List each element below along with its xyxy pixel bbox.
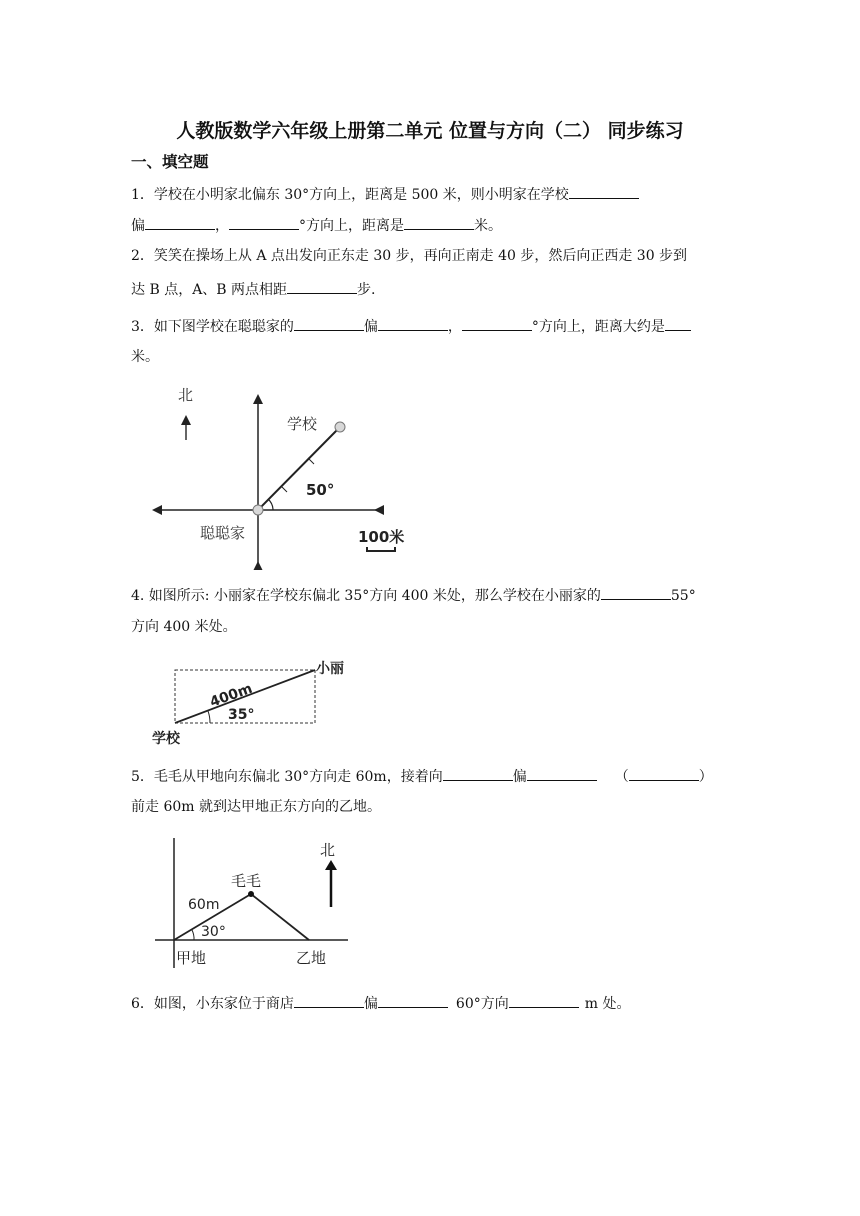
q2-text: 达 B 点，A、B 两点相距 [131, 282, 288, 298]
angle-label: 30° [201, 924, 226, 940]
scale-bar [367, 547, 395, 551]
q6-text: m 处。 [584, 996, 631, 1012]
q4-text: 55° [670, 588, 696, 604]
q2-text: 步. [357, 282, 376, 298]
angle-arc [268, 499, 273, 510]
answer-blank[interactable] [569, 183, 639, 199]
question-5-line-2 [131, 797, 381, 817]
q5-text: 5．毛毛从甲地向东偏北 30°方向走 60m，接着向 [131, 769, 443, 785]
question-3-line-1 [131, 315, 691, 337]
yi-label: 乙地 [296, 949, 327, 967]
q3-text: 米。 [131, 349, 159, 365]
page-title: 人教版数学六年级上册第二单元 位置与方向（二） 同步练习 [176, 120, 684, 142]
answer-blank[interactable] [145, 214, 215, 230]
figure-4-diagram [140, 655, 370, 750]
angle-arc [208, 711, 210, 723]
distance-label: 60m [188, 897, 220, 913]
question-5-line-1 [131, 765, 713, 787]
q6-text: 偏 [363, 996, 378, 1012]
school-label: 学校 [287, 415, 318, 433]
answer-blank[interactable] [527, 765, 597, 781]
q1-text: 米。 [474, 218, 502, 234]
distance-label: 400m [207, 680, 255, 711]
north-label: 北 [320, 841, 336, 859]
q5-text: ） [698, 769, 713, 785]
question-3-line-2 [131, 347, 159, 367]
q3-text: 3．如下图学校在聪聪家的 [131, 319, 294, 335]
answer-blank[interactable] [665, 315, 691, 331]
q3-text: ， [447, 319, 462, 335]
maomao-label: 毛毛 [231, 872, 262, 890]
question-6-line-1 [131, 992, 630, 1014]
q6-text: 6．如图，小东家位于商店 [131, 996, 294, 1012]
home-point [253, 505, 263, 515]
school-point [335, 422, 345, 432]
tick-mark [308, 458, 314, 464]
q3-text: 偏 [363, 319, 378, 335]
answer-blank[interactable] [404, 214, 474, 230]
q4-text: 4. 如图所示: 小丽家在学校东偏北 35°方向 400 米处，那么学校在小丽家的 [131, 588, 601, 604]
home-label: 聪聪家 [200, 524, 246, 542]
maomao-point [248, 891, 254, 897]
angle-arc [192, 930, 194, 940]
q6-text: 60°方向 [455, 996, 509, 1012]
answer-blank[interactable] [509, 992, 579, 1008]
question-1-line-1 [131, 183, 639, 205]
answer-blank[interactable] [462, 315, 532, 331]
q5-text: 前走 60m 就到达甲地正东方向的乙地。 [131, 799, 381, 815]
q1-text: ， [215, 218, 229, 234]
q3-text: °方向上，距离大约是 [531, 319, 665, 335]
question-2-line-2 [131, 278, 376, 300]
answer-blank[interactable] [378, 992, 448, 1008]
answer-blank[interactable] [294, 992, 364, 1008]
xiaoli-label: 小丽 [316, 661, 344, 677]
q1-text: °方向上，距离是 [299, 218, 404, 234]
q5-text: （ [614, 769, 629, 785]
jia-label: 甲地 [176, 949, 207, 967]
tick-mark [281, 486, 287, 492]
question-1-line-2 [131, 214, 502, 236]
q1-text: 1．学校在小明家北偏东 30°方向上，距离是 500 米，则小明家在学校 [131, 187, 569, 203]
answer-blank[interactable] [629, 765, 699, 781]
answer-blank[interactable] [378, 315, 448, 331]
figure-5-diagram [150, 835, 360, 975]
angle-label: 50° [306, 481, 335, 499]
q4-text: 方向 400 米处。 [131, 619, 237, 635]
figure-3-diagram [140, 380, 420, 570]
q5-text: 偏 [512, 769, 527, 785]
question-4-line-2 [131, 617, 237, 637]
section-heading: 一、填空题 [131, 153, 209, 171]
question-4-line-1 [131, 584, 696, 606]
q1-text: 偏 [131, 218, 145, 234]
q2-text: 2．笑笑在操场上从 A 点出发向正东走 30 步，再向正南走 40 步，然后向正西走 30 步到 [131, 248, 688, 264]
angle-label: 35° [228, 707, 255, 723]
answer-blank[interactable] [287, 278, 357, 294]
scale-label: 100米 [358, 528, 405, 546]
question-2-line-1 [131, 246, 687, 266]
north-label: 北 [178, 386, 194, 404]
answer-blank[interactable] [229, 214, 299, 230]
school-label: 学校 [152, 731, 180, 747]
answer-blank[interactable] [601, 584, 671, 600]
answer-blank[interactable] [443, 765, 513, 781]
path-segment [251, 894, 309, 940]
answer-blank[interactable] [294, 315, 364, 331]
